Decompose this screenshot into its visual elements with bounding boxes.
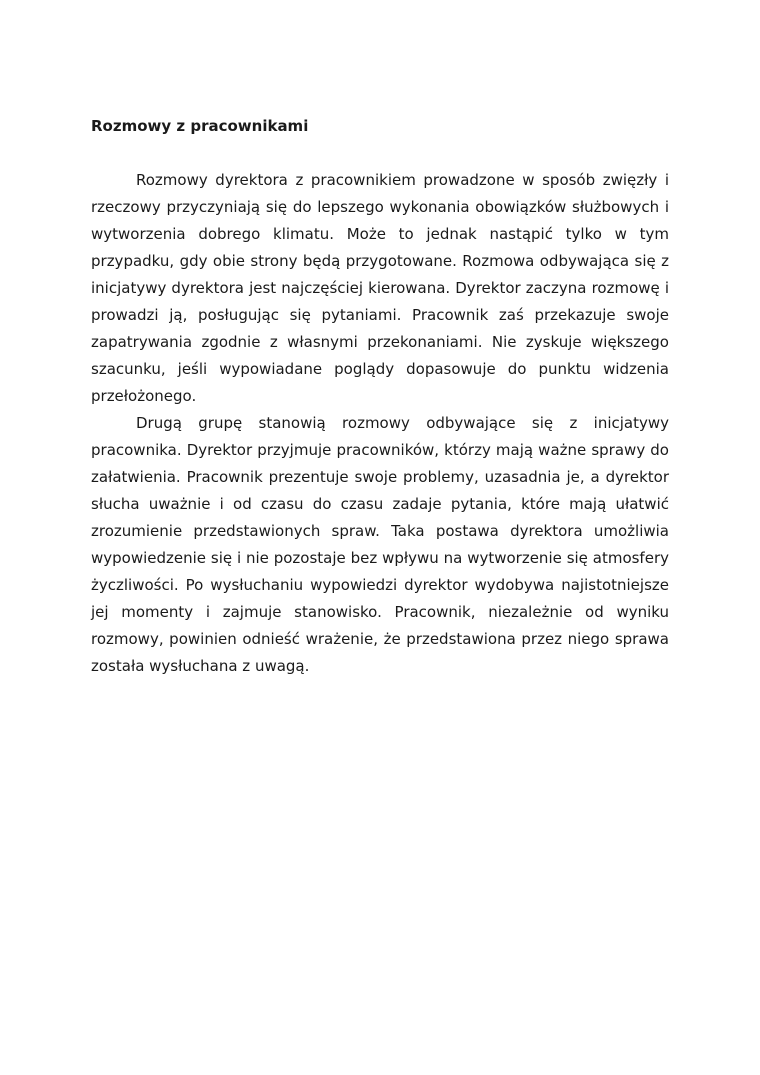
paragraph-1: Rozmowy dyrektora z pracownikiem prowadzone w sposób zwięzły i rzeczowy przyczyniają się do lepszego wykonania obowiązków służbowych i wytworzenia dobrego klimatu. Może to jednak nastąpić tylko w tym przypadku, gdy obie strony będą przygotowane. Rozmowa odbywająca się z inicjatywy dyrektora jest najczęściej kierowana. Dyrektor zaczyna rozmowę i prowadzi ją, posługując się pytaniami. Pracownik zaś przekazuje swoje zapatrywania zgodnie z własnymi przekonaniami. Nie zyskuje większego szacunku, jeśli wypowiadane poglądy dopasowuje do punktu widzenia przełożonego. (91, 171, 669, 405)
document-page (91, 114, 669, 680)
document-title: Rozmowy z pracownikami (91, 117, 309, 135)
paragraph-2: Drugą grupę stanowią rozmowy odbywające się z inicjatywy pracownika. Dyrektor przyjmuje pracowników, którzy mają ważne sprawy do załatwienia. Pracownik prezentuje swoje problemy, uzasadnia je, a dyrektor słucha uważnie i od czasu do czasu zadaje pytania, które mają ułatwić zrozumienie przedstawionych spraw. Taka postawa dyrektora umożliwia wypowiedzenie się i nie pozostaje bez wpływu na wytworzenie się atmosfery życzliwości. Po wysłuchaniu wypowiedzi dyrektor wydobywa najistotniejsze jej momenty i zajmuje stanowisko. Pracownik, niezależnie od wyniku rozmowy, powinien odnieść wrażenie, że przedstawiona przez niego sprawa została wysłuchana z uwagą. (91, 414, 669, 675)
